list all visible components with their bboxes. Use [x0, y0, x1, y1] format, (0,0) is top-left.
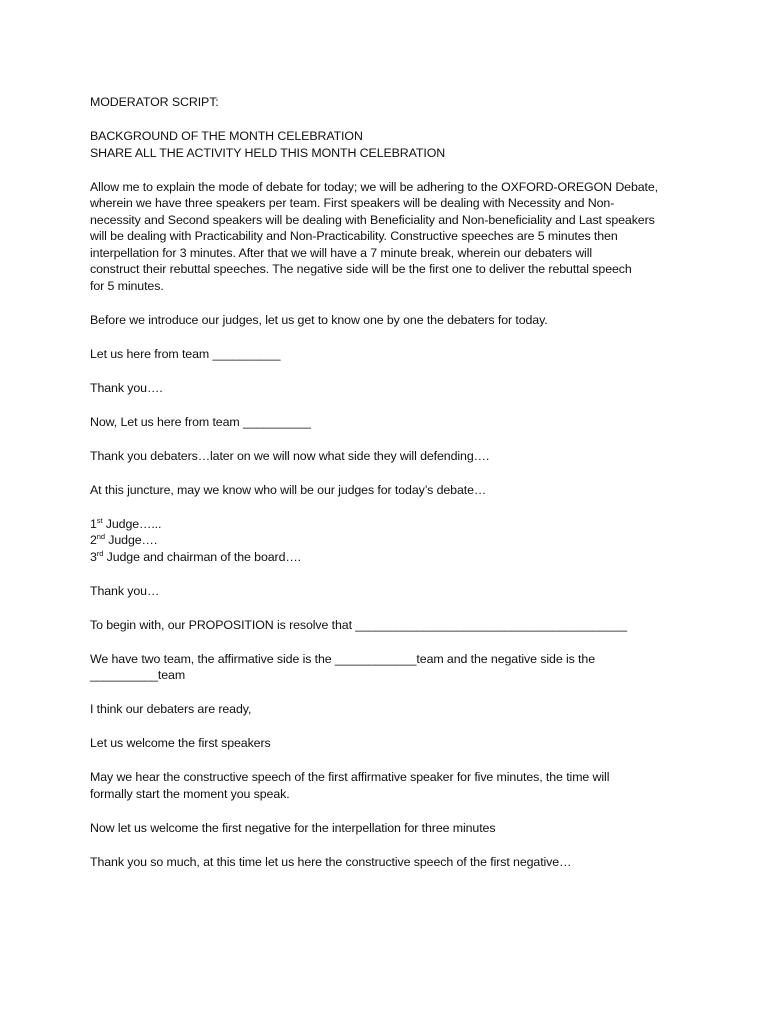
first-negative-text: Now let us welcome the first negative for the interpellation for three minutes: [90, 820, 496, 835]
intro-line: will be dealing with Practicability and Non-Practicability. Constructive speeches are 5 minutes then: [90, 229, 618, 243]
hear-line: formally start the moment you speak.: [90, 786, 290, 801]
thank-so-much-text: Thank you so much, at this time let us here the constructive speech of the first negative…: [90, 854, 572, 869]
intro-line: wherein we have three speakers per team. First speakers will be dealing with Necessity and Non-: [90, 196, 615, 210]
thank-you-text: Thank you…: [90, 583, 160, 598]
intro-line: interpellation for 3 minutes. After that we will have a 7 minute break, wherein our debaters will: [90, 245, 593, 260]
hear-line: May we hear the constructive speech of the first affirmative speaker for five minutes, the time will: [90, 770, 610, 784]
introduce-judges-text: Before we introduce our judges, let us get to know one by one the debaters for today.: [90, 312, 548, 327]
heading-background: BACKGROUND OF THE MONTH CELEBRATION: [90, 129, 363, 143]
intro-line: for 5 minutes.: [90, 278, 164, 293]
two-team-paragraph: [90, 651, 680, 684]
intro-line: construct their rebuttal speeches. The negative side will be the first one to deliver the rebuttal speech: [90, 262, 632, 276]
proposition-line: To begin with, our PROPOSITION is resolve that ________________________________________: [90, 617, 627, 632]
intro-line: Allow me to explain the mode of debate for today; we will be adhering to the OXFORD-OREGON Debate,: [90, 179, 659, 194]
welcome-first-text: Let us welcome the first speakers: [90, 736, 271, 750]
intro-line: necessity and Second speakers will be dealing with Beneficiality and Non-beneficiality and Last speakers: [90, 212, 655, 227]
team-2-prompt: Now, Let us here from team __________: [90, 414, 311, 429]
two-team-line: We have two team, the affirmative side is the ____________team and the negative side is the: [90, 651, 595, 666]
juncture-text: At this juncture, may we know who will be our judges for today’s debate…: [90, 482, 487, 497]
moderator-script-body: [90, 94, 680, 870]
hear-paragraph: [90, 769, 680, 802]
ready-text: I think our debaters are ready,: [90, 702, 252, 716]
judge-item: 2nd Judge….: [90, 532, 158, 547]
team-1-prompt: Let us here from team __________: [90, 346, 281, 361]
thank-you-text: Thank you….: [90, 380, 163, 395]
proposition-word: PROPOSITION: [188, 617, 274, 632]
judges-list: [90, 516, 680, 566]
intro-paragraph: [90, 179, 680, 295]
judge-item: 3rd Judge and chairman of the board….: [90, 548, 301, 564]
thank-debaters-text: Thank you debaters…later on we will now what side they will defending….: [90, 448, 490, 463]
judge-item: 1st Judge…...: [90, 515, 162, 531]
document-title: MODERATOR SCRIPT:: [90, 95, 219, 109]
heading-share-activity: SHARE ALL THE ACTIVITY HELD THIS MONTH CELEBRATION: [90, 145, 446, 160]
two-team-line: __________team: [90, 668, 186, 682]
